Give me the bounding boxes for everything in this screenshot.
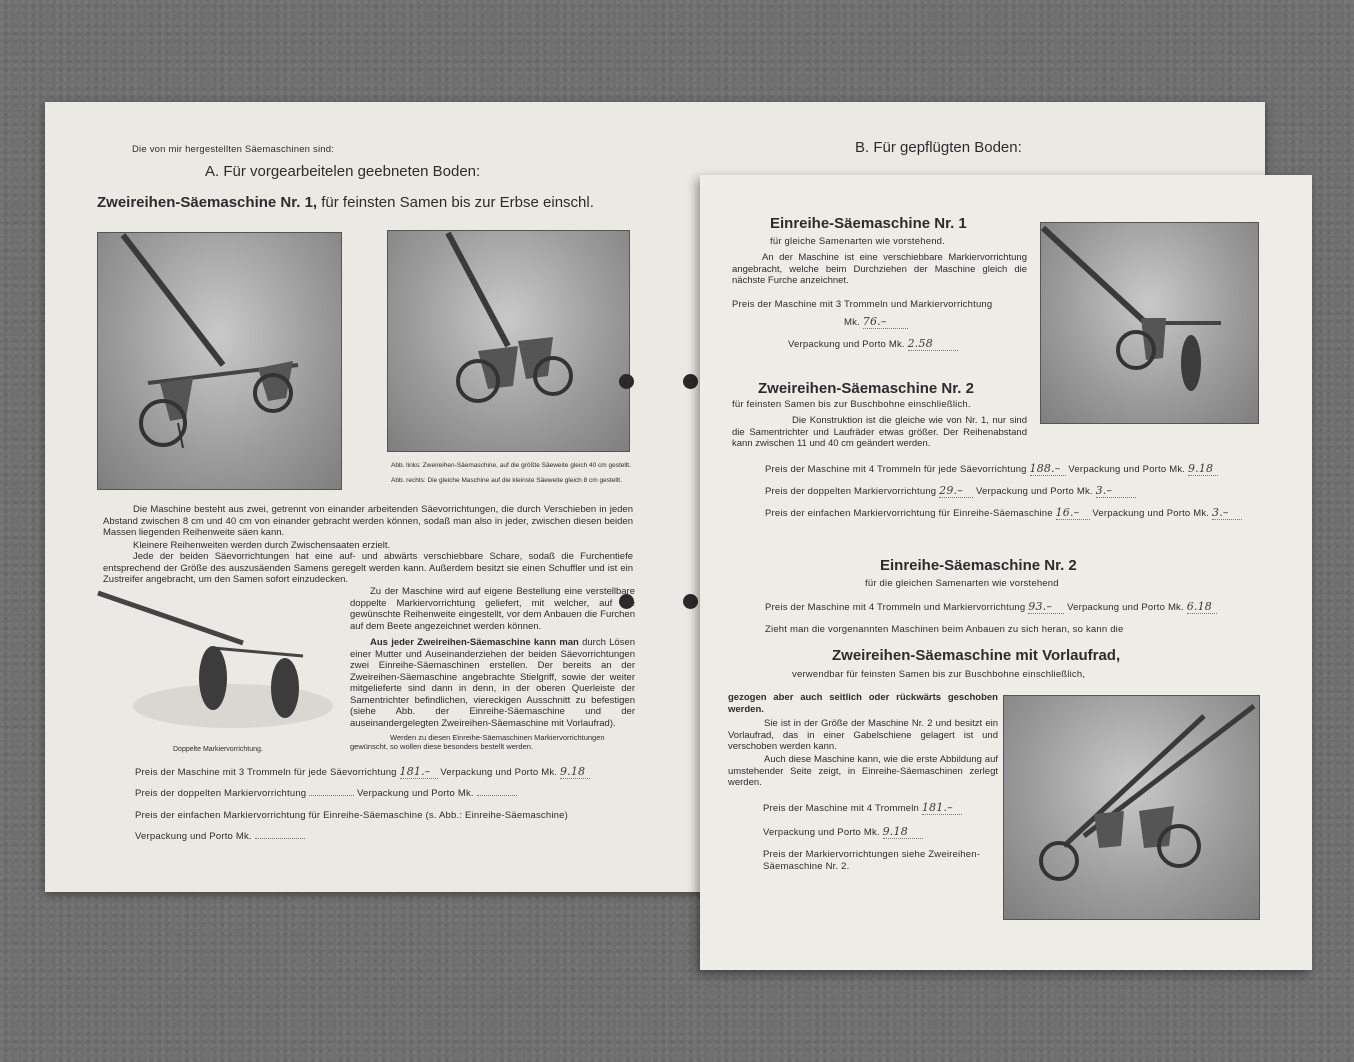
photo-seeder-narrow	[387, 230, 630, 452]
price-vorlaufrad-value: 181.–	[922, 801, 962, 815]
main-heading-rest: für feinsten Samen bis zur Erbse einschl.	[317, 194, 594, 211]
price-line-1-label: Preis der Maschine mit 3 Trommeln für jede Säevorrichtung	[135, 767, 397, 778]
body-paragraph: Kleinere Reihenweiten werden durch Zwischensaaten erzielt.	[133, 540, 391, 551]
main-heading-bold: Zweireihen-Säemaschine Nr. 1,	[97, 194, 318, 211]
price-line-4	[135, 831, 305, 842]
photo-double-marker	[93, 588, 343, 738]
double-marker-illustration	[93, 588, 343, 738]
side-paragraph-1: Zu der Maschine wird auf eigene Bestellung eine verstellbare doppelte Markiervorrichtung geliefert, mit welcher, auf die gewünschte Reihenweite eingestellt, vor dem Anbauen die Furchen auf dem Beete angezeichnet werden können.	[350, 586, 635, 632]
price-line-1	[135, 765, 590, 779]
para-vorlaufrad-2: Auch diese Maschine kann, wie die erste Abbildung auf umstehender Seite zeigt, in Einreihe-Säemaschinen zerlegt werden.	[728, 754, 998, 788]
title-einreihe-nr2: Einreihe-Säemaschine Nr. 2	[880, 557, 1077, 574]
photo-vorlaufrad	[1003, 695, 1260, 920]
marker-caption: Doppelte Markiervorrichtung.	[173, 746, 263, 753]
pack-vorlaufrad	[763, 825, 923, 839]
pack-double-marker-label: Verpackung und Porto Mk.	[975, 486, 1093, 497]
price-single-marker-value: 16.–	[1056, 506, 1090, 520]
price-zweireihe-nr2	[765, 462, 1218, 476]
pack-einreihe-nr1-value: 2.58	[908, 337, 958, 351]
price-einreihe-nr1-mk-label: Mk.	[844, 317, 860, 328]
price-line-1-pack-value: 9.18	[560, 765, 590, 779]
pack-single-marker-label: Verpackung und Porto Mk.	[1092, 508, 1210, 519]
pack-zweireihe-nr2-label: Verpackung und Porto Mk.	[1068, 464, 1186, 475]
lead-in-text: Zieht man die vorgenannten Maschinen beim Anbauen zu sich heran, so kann die	[765, 624, 1124, 635]
subtitle-zweireihe-nr2: für feinsten Samen bis zur Buschbohne einschließlich.	[732, 399, 971, 410]
price-zweireihe-nr2-label: Preis der Maschine mit 4 Trommeln für jede Säevorrichtung	[765, 464, 1027, 475]
punch-hole	[683, 374, 698, 389]
pack-einreihe-nr2-label: Verpackung und Porto Mk.	[1067, 602, 1184, 613]
vorlaufrad-illustration	[1004, 696, 1259, 919]
body-paragraph: Die Maschine besteht aus zwei, getrennt von einander arbeitenden Säevorrichtungen, die durch Verschieben in jeden Abstand zwischen 8 cm und 40 cm von einander gebracht werden können, sodaß man also in jeder, zwischen diesen beiden Massen liegenden Reihenweite säen kann.	[103, 504, 633, 538]
price-einreihe-nr2-value: 93.–	[1028, 600, 1064, 614]
price-line-2	[135, 788, 517, 799]
note-vorlaufrad: Preis der Markiervorrichtungen siehe Zweireihen-Säemaschine Nr. 2.	[763, 849, 981, 872]
para-zweireihe-nr2: Die Konstruktion ist die gleiche wie von Nr. 1, nur sind die Samentrichter und Laufräder etwas größer. Der Reihenabstand kann zwischen 11 und 40 cm geändert werden.	[732, 415, 1027, 449]
price-line-2-label: Preis der doppelten Markiervorrichtung	[135, 788, 307, 799]
para-einreihe-nr1: An der Maschine ist eine verschiebbare Markiervorrichtung angebracht, welche beim Durchziehen der Maschine gleich die nächste Furche anzeichnet.	[732, 252, 1027, 286]
pack-einreihe-nr2-value: 6.18	[1187, 600, 1217, 614]
side-paragraph-2-text: durch Lösen einer Mutter und Auseinanderziehen der beiden Säevorrichtungen zwei Einreihe-Säemaschinen erstellen. Der bereits an der Zweireihen-Säemaschine angebrachte Stielgriff, sowie der weiter mitgelieferte sind dann in denn, in der oberen Querleiste der Samentrichter befindlichen, viereckigen Ausschnitt zu befestigen (siehe Abb. der Einreihe-Säemaschine und der auseinandergelegten Zweireihen-Säemaschine mit Vorlaufrad).	[350, 637, 635, 729]
price-zweireihe-nr2-value: 188.–	[1030, 462, 1066, 476]
price-einreihe-nr1: Preis der Maschine mit 3 Trommeln und Markiervorrichtung	[732, 299, 993, 310]
pack-einreihe-nr1-label: Verpackung und Porto Mk.	[788, 339, 905, 350]
pack-zweireihe-nr2-value: 9.18	[1188, 462, 1218, 476]
para-vorlaufrad-bold: gezogen aber auch seitlich oder rückwärts geschoben werden.	[728, 692, 998, 715]
photo-einreihe-nr1	[1040, 222, 1259, 424]
price-vorlaufrad	[763, 801, 962, 815]
einreihe-nr1-illustration	[1041, 223, 1258, 423]
price-einreihe-nr2	[765, 600, 1217, 614]
seeder-wide-illustration	[98, 233, 341, 489]
punch-hole	[683, 594, 698, 609]
price-double-marker-label: Preis der doppelten Markiervorrichtung	[765, 486, 937, 497]
main-heading	[97, 194, 594, 211]
pack-einreihe-nr1	[788, 337, 958, 351]
price-double-marker	[765, 484, 1136, 498]
section-b-heading: B. Für gepflügten Boden:	[855, 139, 1022, 156]
price-single-marker-label: Preis der einfachen Markiervorrichtung für Einreihe-Säemaschine	[765, 508, 1053, 519]
seeder-narrow-illustration	[388, 231, 629, 451]
pack-vorlaufrad-value: 9.18	[883, 825, 923, 839]
side-paragraph-2	[350, 637, 635, 729]
price-double-marker-value: 29.–	[939, 484, 973, 498]
body-paragraph: Jede der beiden Säevorrichtungen hat eine auf- und abwärts verschiebbare Schare, sodaß die Furchentiefe entsprechend der Größe des auszusäenden Samens geregelt werden kann. Außerdem besitzt sie einen Schuffler und ist ein Zustreifer angebracht, um den Samen sofort einzudecken.	[103, 551, 633, 585]
price-line-2-pack: Verpackung und Porto Mk.	[356, 788, 474, 799]
price-line-3: Preis der einfachen Markiervorrichtung für Einreihe-Säemaschine (s. Abb.: Einreihe-Säemaschine)	[135, 810, 568, 821]
right-sheet	[700, 175, 1312, 970]
price-einreihe-nr2-label: Preis der Maschine mit 4 Trommeln und Markiervorrichtung	[765, 602, 1026, 613]
title-einreihe-nr1: Einreihe-Säemaschine Nr. 1	[770, 215, 967, 232]
subtitle-einreihe-nr1: für gleiche Samenarten wie vorstehend.	[770, 236, 946, 247]
pack-double-marker-value: 3.–	[1096, 484, 1136, 498]
caption-right: Abb. rechts: Die gleiche Maschine auf die kleinste Säeweite gleich 8 cm gestellt.	[391, 477, 622, 484]
price-line-1-pack: Verpackung und Porto Mk.	[440, 767, 558, 778]
pack-single-marker-value: 3.–	[1212, 506, 1242, 520]
side-paragraph-3: Werden zu diesen Einreihe-Säemaschinen Markiervorrichtungen gewünscht, so wollen diese besonders bestellt werden.	[350, 733, 605, 751]
subtitle-einreihe-nr2: für die gleichen Samenarten wie vorstehend	[865, 578, 1059, 589]
punch-hole	[619, 374, 634, 389]
price-einreihe-nr1-mk	[844, 315, 908, 329]
title-zweireihe-nr2: Zweireihen-Säemaschine Nr. 2	[758, 380, 974, 397]
price-line-4-label: Verpackung und Porto Mk.	[135, 831, 252, 842]
title-vorlaufrad: Zweireihen-Säemaschine mit Vorlaufrad,	[832, 647, 1121, 664]
section-a-heading: A. Für vorgearbeitelen geebneten Boden:	[205, 163, 481, 180]
subtitle-vorlaufrad: verwendbar für feinsten Samen bis zur Buschbohne einschließlich,	[792, 669, 1086, 680]
price-einreihe-nr1-mk-value: 76.–	[863, 315, 908, 329]
caption-left: Abb. links: Zweireihen-Säemaschine, auf die größte Säeweite gleich 40 cm gestellt.	[391, 462, 631, 469]
price-single-marker	[765, 506, 1242, 520]
price-vorlaufrad-label: Preis der Maschine mit 4 Trommeln	[763, 803, 920, 814]
intro-text: Die von mir hergestellten Säemaschinen sind:	[132, 144, 335, 155]
price-line-1-value: 181.–	[400, 765, 438, 779]
side-paragraph-2-bold: Aus jeder Zweireihen-Säemaschine kann man	[370, 637, 579, 648]
photo-seeder-wide	[97, 232, 342, 490]
para-vorlaufrad: Sie ist in der Größe der Maschine Nr. 2 und besitzt ein Vorlaufrad, das in einer Gabelschiene gelagert ist und verschoben werden kann.	[728, 718, 998, 752]
pack-vorlaufrad-label: Verpackung und Porto Mk.	[763, 827, 880, 838]
